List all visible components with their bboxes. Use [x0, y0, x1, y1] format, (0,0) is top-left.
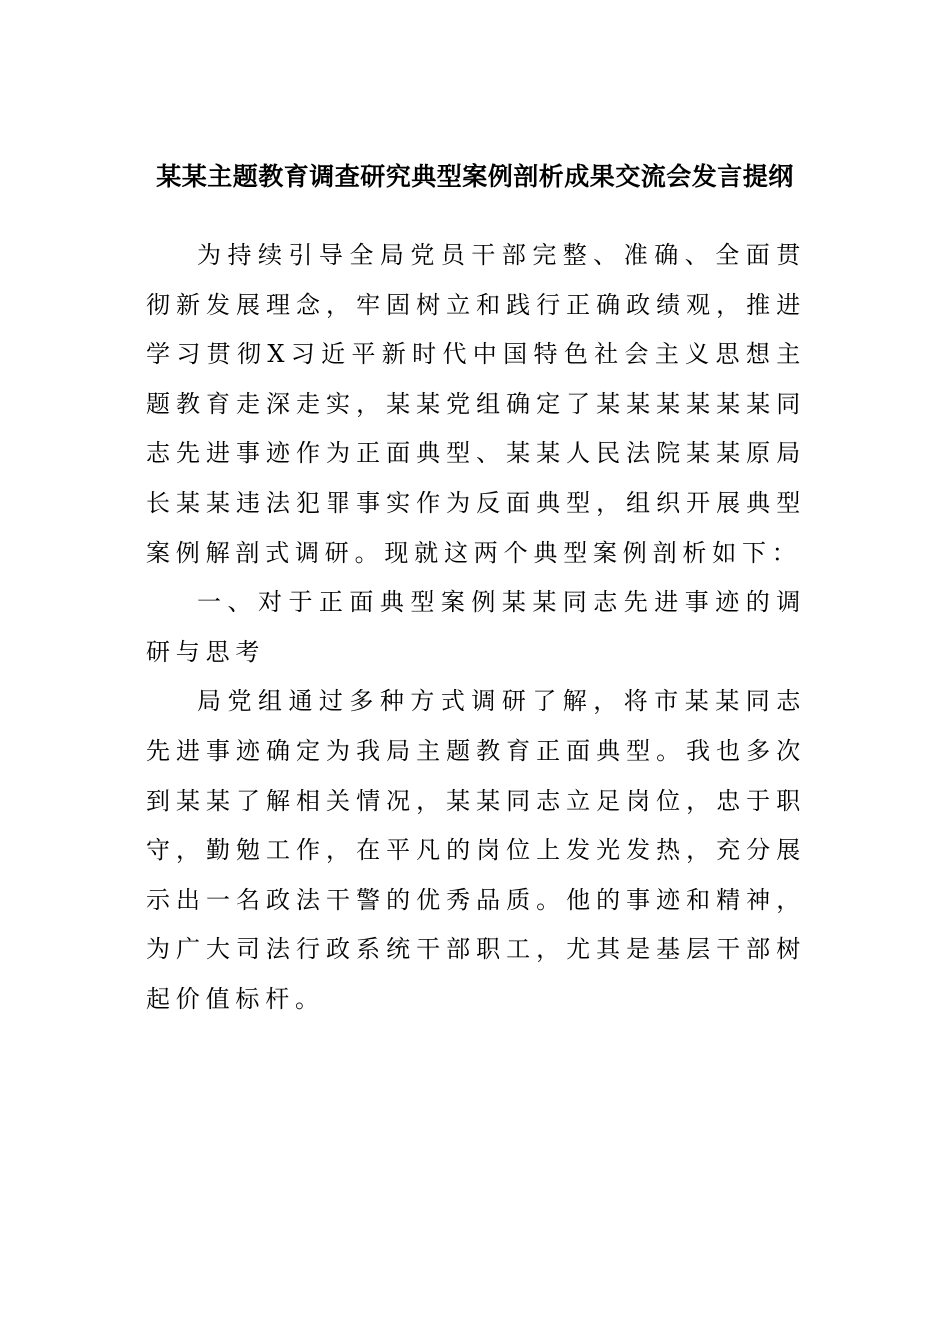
- document-title: 某某主题教育调查研究典型案例剖析成果交流会发言提纲: [156, 162, 794, 191]
- section-heading: 一、对于正面典型案例某某同志先进事迹的调研与思考: [146, 588, 806, 666]
- intro-paragraph: 为持续引导全局党员干部完整、准确、全面贯彻新发展理念，牢固树立和践行正确政绩观，推进学习贯彻X习近平新时代中国特色社会主义思想主题教育走深走实，某某党组确定了某某某某某某同志先进事迹作为正面典型、某某人民法院某某原局长某某违法犯罪事实作为反面典型，组织开展典型案例解剖式调研。现就这两个典型案例剖析如下：: [146, 241, 806, 567]
- document-body: [146, 231, 806, 1025]
- section-paragraph: 局党组通过多种方式调研了解，将市某某同志先进事迹确定为我局主题教育正面典型。我也多次到某某了解相关情况，某某同志立足岗位，忠于职守，勤勉工作，在平凡的岗位上发光发热，充分展示出一名政法干警的优秀品质。他的事迹和精神，为广大司法行政系统干部职工，尤其是基层干部树起价值标杆。: [146, 687, 806, 1013]
